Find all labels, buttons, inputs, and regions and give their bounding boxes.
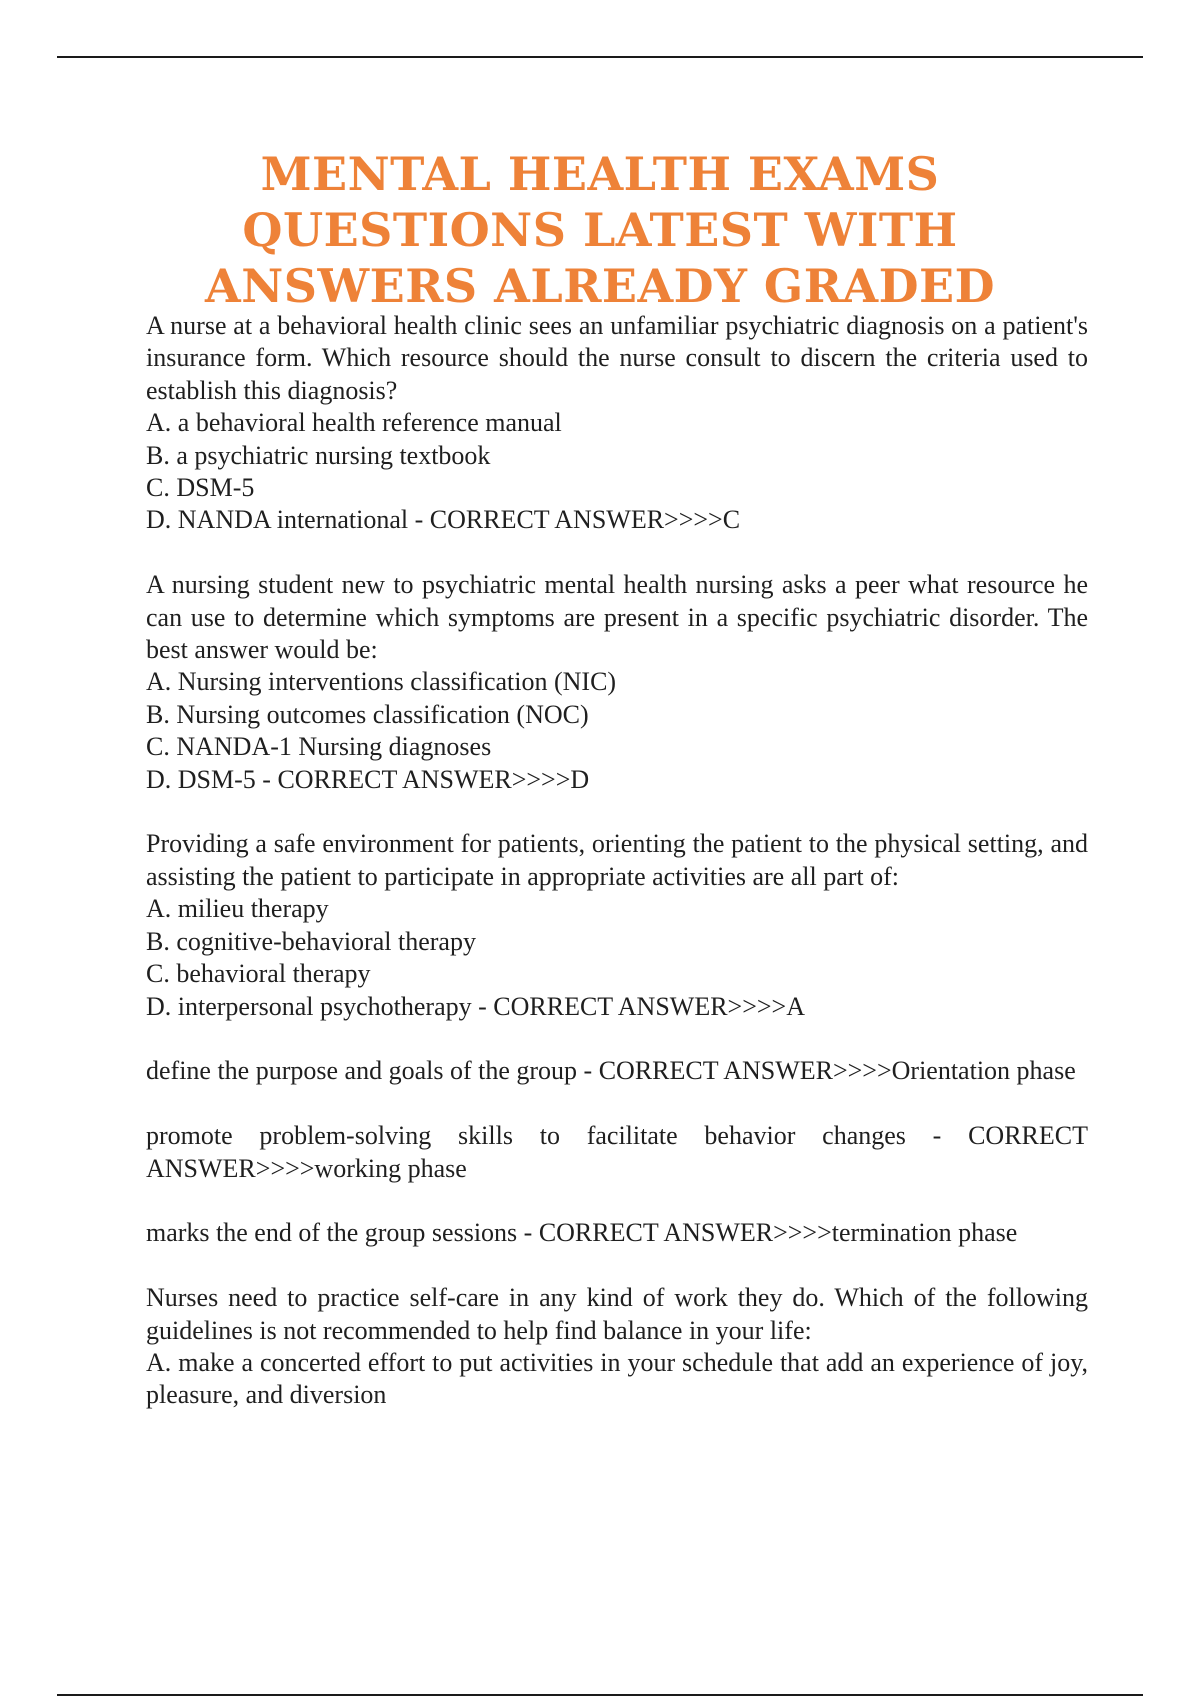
document-body [146,310,1088,1412]
question-text: A nurse at a behavioral health clinic sees an unfamiliar psychiatric diagnosis on a patient's insurance form. Which resource should the nurse consult to discern the criteria used to establish this diagnosis? [146,311,1088,405]
question-block [146,1120,1088,1185]
question-text: Providing a safe environment for patients, orienting the patient to the physical setting, and assisting the patient to participate in appropriate activities are all part of: [146,829,1088,891]
answer-option: D. NANDA international - CORRECT ANSWER>>>>C [146,505,741,535]
answer-option: A. a behavioral health reference manual [146,408,562,438]
top-rule [57,56,1143,58]
question-block [146,569,1088,796]
question-block [146,828,1088,1022]
title-line: ANSWERS ALREADY GRADED [205,259,995,313]
question-text: define the purpose and goals of the group - CORRECT ANSWER>>>>Orientation phase [146,1056,1076,1086]
question-block [146,310,1088,537]
answer-option: D. DSM-5 - CORRECT ANSWER>>>>D [146,764,590,794]
question-block [146,1217,1088,1249]
answer-option: B. Nursing outcomes classification (NOC) [146,699,589,729]
question-block [146,1282,1088,1412]
answer-option: A. make a concerted effort to put activities in your schedule that add an experience of joy, pleasure, and diversion [146,1347,1088,1410]
answer-option: A. milieu therapy [146,894,329,924]
answer-option: A. Nursing interventions classification (NIC) [146,667,617,697]
question-text: A nursing student new to psychiatric mental health nursing asks a peer what resource he can use to determine which symptoms are present in a specific psychiatric disorder. The best answer would be: [146,570,1088,665]
bottom-rule [57,1694,1143,1696]
question-text: marks the end of the group sessions - CORRECT ANSWER>>>>termination phase [146,1218,1018,1248]
document-title [120,146,1080,314]
question-block [146,1055,1088,1087]
answer-option: C. NANDA-1 Nursing diagnoses [146,732,492,762]
title-line: QUESTIONS LATEST WITH [242,203,958,257]
title-line: MENTAL HEALTH EXAMS [260,147,940,201]
answer-option: C. behavioral therapy [146,959,371,989]
question-text: Nurses need to practice self-care in any kind of work they do. Which of the following guidelines is not recommended to help find balance in your life: [146,1283,1088,1345]
answer-option: D. interpersonal psychotherapy - CORRECT ANSWER>>>>A [146,991,805,1021]
answer-option: B. cognitive-behavioral therapy [146,926,476,956]
question-text: promote problem-solving skills to facilitate behavior changes - CORRECT ANSWER>>>>working phase [146,1121,1088,1183]
answer-option: B. a psychiatric nursing textbook [146,440,491,470]
answer-option: C. DSM-5 [146,473,255,503]
